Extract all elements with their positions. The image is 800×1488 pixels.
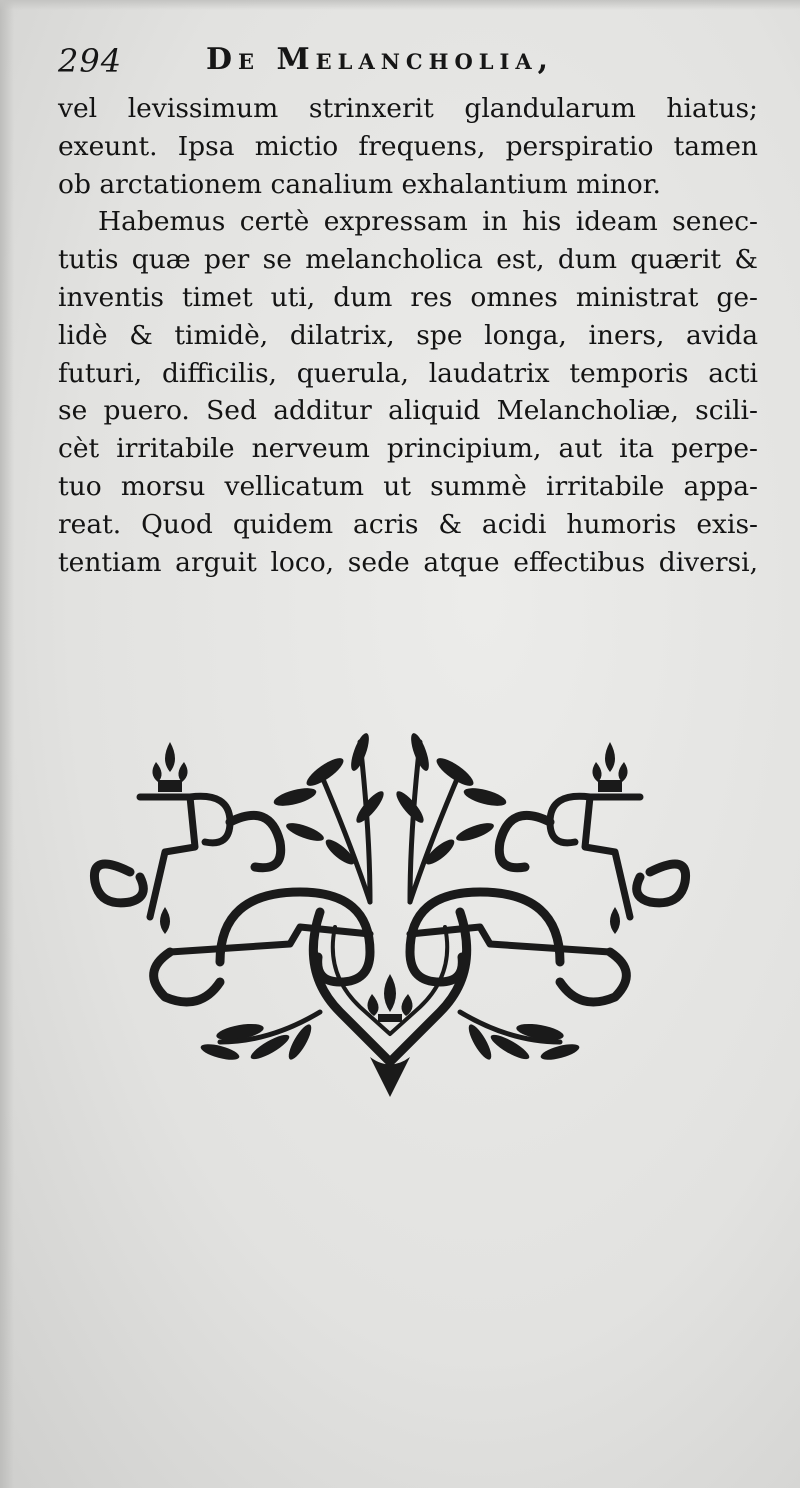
page-edge-shadow	[0, 0, 14, 1488]
paragraph-first-line: Habemus certè expressam in his ideam senec-	[98, 206, 758, 238]
text-line: ob arctationem canalium exhalantium minor.	[58, 168, 661, 200]
text-line: exeunt. Ipsa mictio frequens, perspiratio tamen	[58, 130, 758, 162]
page-top-shadow	[0, 0, 800, 10]
text-line: lidè & timidè, dilatrix, spe longa, iners, avida	[58, 319, 758, 351]
text-line: cèt irritabile nerveum principium, aut ita perpe-	[58, 433, 758, 465]
body-text	[58, 90, 758, 581]
running-head	[58, 38, 758, 86]
text-line: se puero. Sed additur aliquid Melancholiæ, scili-	[58, 395, 758, 427]
tailpiece-fleur-de-lis-ornament-icon	[70, 712, 710, 1102]
page-number: 294	[58, 42, 123, 80]
text-line: vel levissimum strinxerit glandularum hiatus;	[58, 93, 758, 124]
text-line: tutis quæ per se melancholica est, dum quærit &	[58, 244, 758, 276]
running-title: De Melancholia,	[206, 42, 555, 77]
text-line: tentiam arguit loco, sede atque effectibus diversi,	[58, 546, 758, 578]
text-line: reat. Quod quidem acris & acidi humoris exis-	[58, 508, 758, 540]
text-line: tuo morsu vellicatum ut summè irritabile appa-	[58, 470, 758, 502]
text-line: inventis timet uti, dum res omnes ministrat ge-	[58, 281, 758, 313]
text-line: futuri, difficilis, querula, laudatrix temporis acti	[58, 357, 758, 389]
